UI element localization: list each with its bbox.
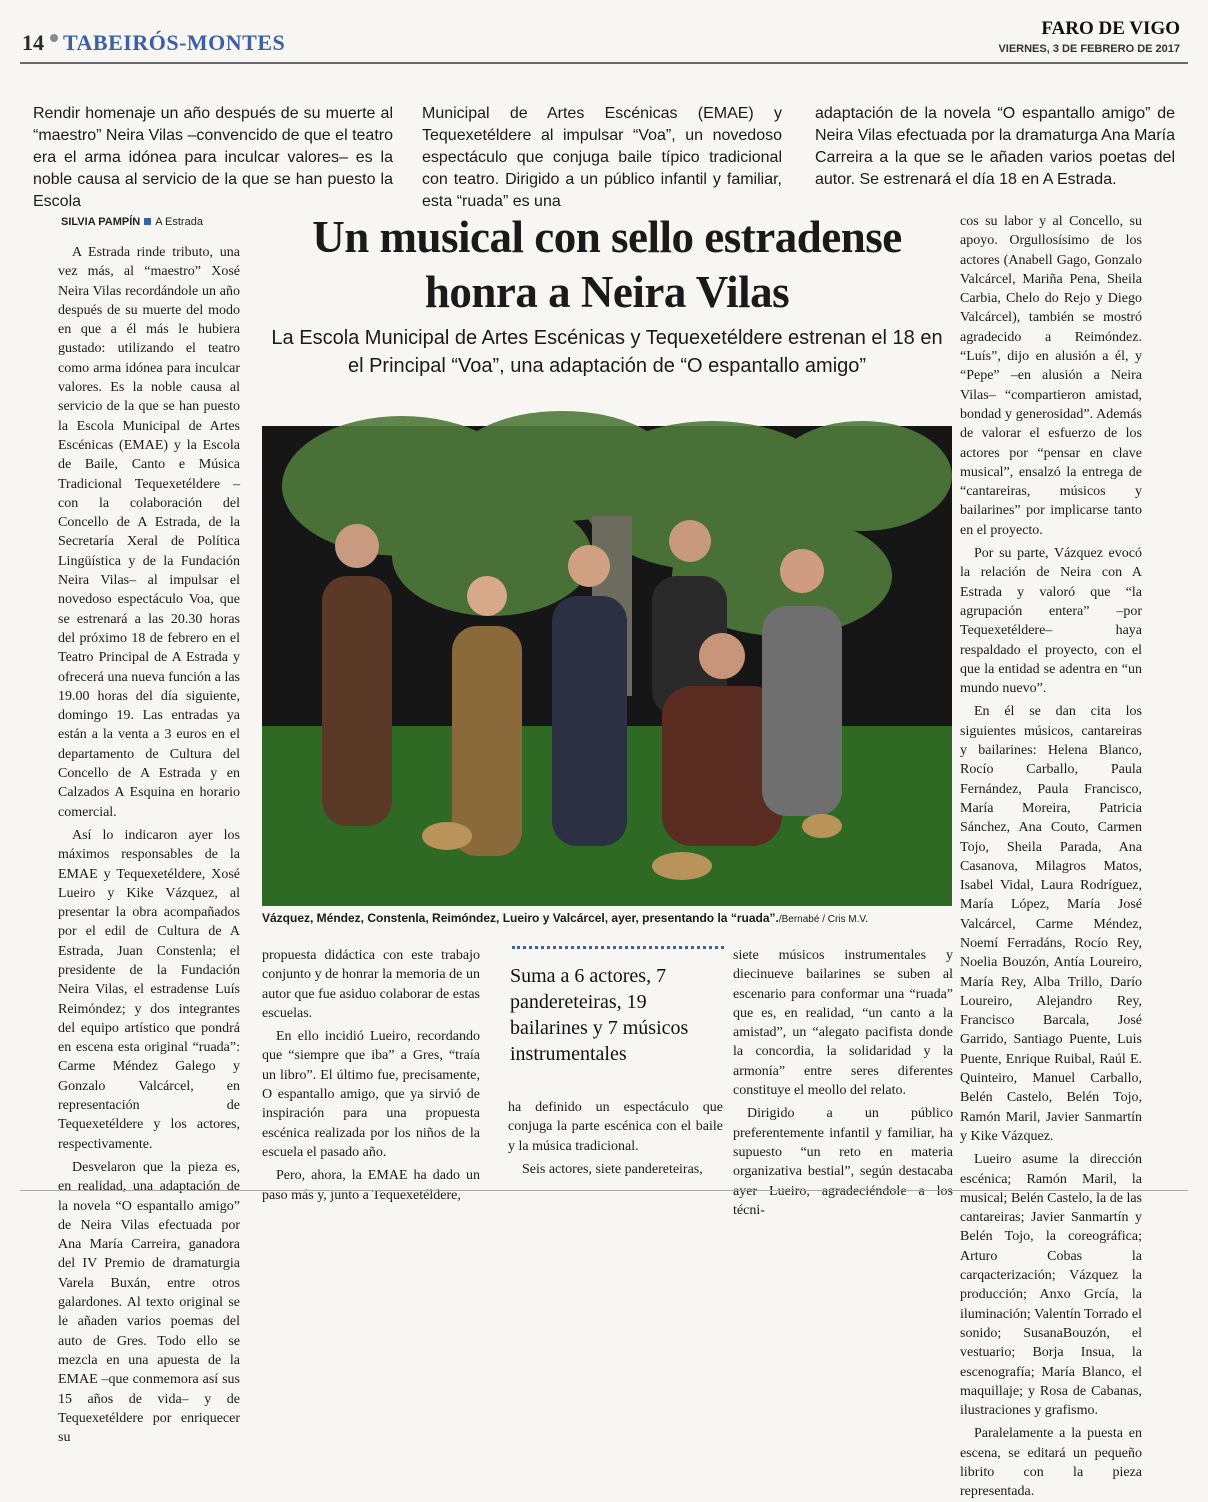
photo-credit: /Bernabé / Cris M.V. (778, 914, 868, 925)
body-paragraph: Por su parte, Vázquez evocó la relación de Neira con A Estrada y valoró que “la agrupación entera” –por Tequexetéldere– haya respaldado el proyecto, con el que la entidad se adentra en “un mundo nuevo”. (960, 546, 1142, 697)
footer-rule (20, 1190, 1188, 1191)
caption-text: Vázquez, Méndez, Constenla, Reimóndez, Lueiro y Valcárcel, ayer, presentando la “ruada”. (262, 911, 779, 925)
byline (61, 216, 203, 228)
page-number: 14 (22, 30, 44, 55)
body-paragraph: Lueiro asume la dirección escénica; Ramón Maril, la musical; Belén Castelo, la de las cantareiras; Javier Sanmartín y Belén Tojo, la coreográfica; Arturo Cobas la carqacterización; Vázquez la producción; Anxo Grcía, la iluminación; Valentín Torrado el sonido; SusanaBouzón, el vestuario; Borja Insua, la escenografía; María Blanco, el maquillaje; y Rosa de Cabanas, ilustraciones y grafismo. (960, 1152, 1142, 1419)
body-column-right (960, 212, 1142, 1500)
issue-date: VIERNES, 3 DE FEBRERO DE 2017 (998, 43, 1180, 55)
body-paragraph: siete músicos instrumentales y diecinueve bailarines se suben al escenario para conformar una “ruada” que es, en realidad, “un canto a la amistad”, un “alegato pacifista donde la concordia, la solidaridad y la armonía” entre seres diferentes constituye el meollo del relato. (733, 948, 953, 1099)
body-column-mid2 (508, 1098, 723, 1188)
lead-column-3: adaptación de la novela “O espantallo amigo” de Neira Vilas efectuada por la dramaturga Ana María Carreira a la que se le añaden varios poetas del autor. Se estrenará el día 18 en A Estrada. (815, 105, 1175, 188)
pull-quote-rule (512, 946, 724, 949)
body-paragraph: Pero, ahora, la EMAE ha dado un paso más y, junto a Tequexetéldere, (262, 1168, 480, 1203)
body-paragraph: cos su labor y al Concello, su apoyo. Orgullosísimo de los actores (Anabell Gago, Gonzalo Valcárcel, Mariña Pena, Sheila Carbia, Chelo do Rejo y Diego Valcárcel), también se mostró agradecido a Reimóndez. “Luís”, dijo en alusión a él, y “Pepe” –en alusión a Neira Vilas– “compartieron amistad, bondad y generosidad”. Además de valorar el esfuerzo de los actores por “pensar en clave musical”, ensalzó la entrega de “cantareiras, músicos y bailarines” por implicarse tanto en el proyecto. (960, 214, 1142, 538)
masthead: FARO DE VIGO (1041, 18, 1180, 39)
body-column-mid1 (262, 946, 480, 1203)
body-column-mid3 (733, 946, 953, 1218)
body-paragraph: En ello incidió Lueiro, recordando que “siempre que iba” a Gres, “traía un libro”. El último fue, precisamente, O espantallo amigo, que ya sirvió de inspiración para una propuesta escénica realizada por los niños de la escuela el pasado año. (262, 1029, 480, 1160)
body-paragraph: En él se dan cita los siguientes músicos, cantareiras y bailarines: Helena Blanco, Rocío Carballo, Paula Fernández, Paula Francisco, María Moreira, Patricia Sánchez, Ana Couto, Carmen Tojo, Sheila Parada, Ana Casanova, Milagros Matos, Isabel Vidal, Laura Rodríguez, María López, María José Valcárcel, Carme Méndez, Noemí Ferradáns, Rocío Rey, Noelia Bouzón, Antía Loureiro, María Rey, Alba Trillo, Darío Loureiro, Alejandro Rey, Francisco Barcala, José Garrido, Santiago Puente, Luis Puente, Enrique Ruibal, Raúl E. Quinteiro, Manuel Carballo, Belén Castelo, Belén Tojo, Ramón Maril, Javier Sanmartín y Kike Vázquez. (960, 704, 1142, 1144)
article-photo (262, 426, 952, 906)
body-paragraph: Dirigido a un público preferentemente infantil y familiar, ha supuesto “un reto en materia organizativa bestial”, según destacaba ayer Lueiro, agradeciéndole a los técni- (733, 1106, 953, 1218)
body-paragraph: Así lo indicaron ayer los máximos responsables de la EMAE y Tequexetéldere, Xosé Lueiro y Kike Vázquez, al presentar la obra acompañados por el edil de Cultura de A Estrada, Juan Constenla; el presidente de la Fundación Neira Vilas, el estradense Luís Reimóndez; y dos integrantes del equipo artístico que pondrá en escena esta original “ruada”: Carme Méndez Galego y Gonzalo Valcárcel, en representación de Tequexetéldere y los actores, respectivamente. (58, 827, 240, 1152)
section-name: TABEIRÓS-MONTES (63, 30, 286, 55)
subhead: La Escola Municipal de Artes Escénicas y Tequexetéldere estrenan el 18 en el Principal “Voa”, una adaptación de “O espantallo amigo” (271, 327, 943, 377)
header-rule (20, 62, 1188, 64)
body-paragraph: propuesta didáctica con este trabajo conjunto y de honrar la memoria de un autor que fue asiduo colaborar de estas escuelas. (262, 948, 480, 1021)
body-paragraph: Desvelaron que la pieza es, en realidad, una adaptación de la novela “O espantallo amigo” de Neira Vilas efectuada por Ana María Carreira, ganadora del IV Premio de dramaturgia Varela Buxán, entre otros galardones. Al texto original se le añaden varios poemas del auto de Gres. Todo ello se mezcla en una apuesta de la EMAE –que conmemora así sus 15 años de vida– y de Tequexetéldere por enriquecer su (58, 1159, 240, 1446)
lead-column-1: Rendir homenaje un año después de su muerte al “maestro” Neira Vilas –convencido de que el teatro era el arma idónea para inculcar valores– es la noble causa al servicio de la que se han puesto la Escola (33, 105, 393, 210)
body-paragraph: Seis actores, siete pandereteiras, (522, 1161, 703, 1177)
byline-square-icon (144, 218, 151, 225)
pull-quote: Suma a 6 actores, 7 pandereteiras, 19 bailarines y 7 músicos instrumentales (510, 965, 689, 1065)
body-paragraph: A Estrada rinde tributo, una vez más, al “maestro” Xosé Neira Vilas recordándole un año después de su muerte del modo en que a él más le hubiera gustado: utilizando el teatro como arma idónea para inculcar valores. Es la noble causa al servicio de la que se han puesto la Escola Municipal de Artes Escénicas (EMAE) y la Escola de Baile, Canto e Música Tradicional Tequexetéldere –con la colaboración del Concello de A Estrada, de la Secretaría Xeral de Política Lingüística y de la Fundación Neira Vilas– al impulsar el novedoso espectáculo Voa, que se estrenará a las 20.30 horas del próximo 18 de febrero en el Teatro Principal de A Estrada y ofrecerá una nueva función a las 19.00 horas del día siguiente, domingo 19. Las entradas ya están a la venta a 3 euros en el departamento de Cultura del Concello de A Estrada y en Calzados A Esquina en horario comercial. (58, 245, 240, 820)
section-bullet-icon (50, 34, 58, 42)
photo-caption (262, 911, 952, 925)
lead-column-2: Municipal de Artes Escénicas (EMAE) y Tequexetéldere al impulsar “Voa”, un novedoso espectáculo que conjuga baile típico tradicional con teatro. Dirigido a un público infantil y familiar, esta “ruada” es una (422, 105, 782, 210)
body-paragraph: Paralelamente a la puesta en escena, se editará un pequeño librito con la pieza representada. (960, 1426, 1142, 1500)
body-paragraph: ha definido un espectáculo que conjuga la parte escénica con el baile y la música tradicional. (508, 1100, 723, 1154)
byline-author: SILVIA PAMPÍN (61, 216, 141, 228)
body-column-left (58, 243, 240, 1446)
headline: Un musical con sello estradense honra a Neira Vilas (312, 212, 902, 317)
byline-location: A Estrada (155, 216, 203, 228)
